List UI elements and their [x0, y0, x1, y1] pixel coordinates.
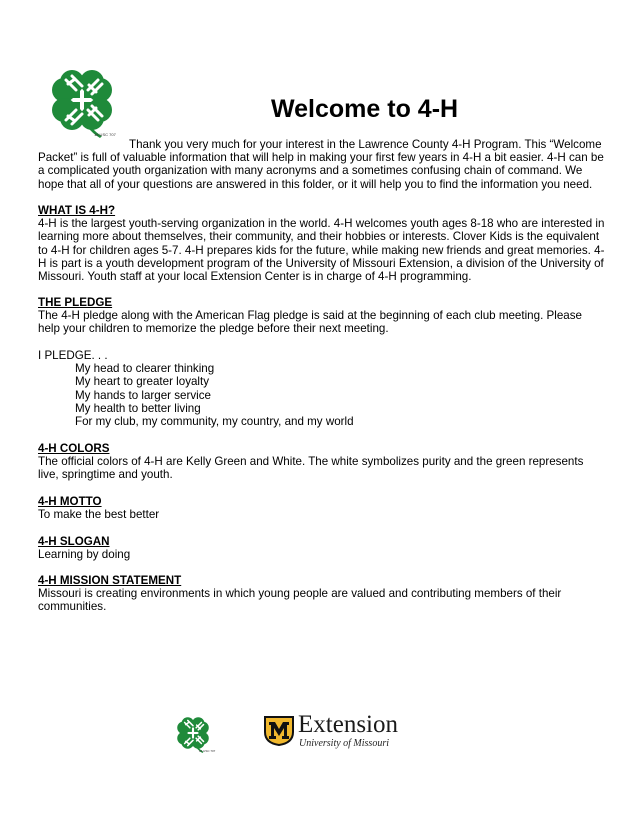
section-text: The official colors of 4-H are Kelly Green and White. The white symbolizes purity and the green represents live, springtime and youth. [38, 455, 584, 482]
section-mission-statement [38, 574, 606, 614]
extension-wordmark: Extension [298, 711, 398, 738]
clover-icon [172, 712, 214, 754]
pledge-verse [38, 349, 606, 428]
logo-trademark: 18 USC 707 [94, 132, 116, 137]
university-wordmark: University of Missouri [299, 738, 389, 749]
section-heading: THE PLEDGE [38, 296, 113, 309]
section-what-is-4h [38, 204, 606, 283]
section-heading: 4-H MISSION STATEMENT [38, 574, 182, 587]
section-text: Missouri is creating environments in which young people are valued and contributing members of their communities. [38, 587, 562, 614]
pledge-line: My heart to greater loyalty [75, 375, 210, 389]
section-text: To make the best better [38, 508, 160, 522]
section-heading: 4-H MOTTO [38, 495, 102, 508]
section-text: The 4-H pledge along with the American Flag pledge is said at the beginning of each club meeting. Please help your children to memorize the pledge before their next meeting. [38, 309, 582, 336]
pledge-line: My hands to larger service [75, 388, 211, 402]
section-heading: 4-H SLOGAN [38, 535, 110, 548]
pledge-line: My health to better living [75, 401, 201, 415]
pledge-line: My head to clearer thinking [75, 362, 215, 376]
section-text: 4-H is the largest youth-serving organization in the world. 4-H welcomes youth ages 8-18 who are interested in learning more about themselves, their community, and their hobbies or interests. Clover Kids is the equivalent to 4-H for children ages 5-7. 4-H prepares kids for the future, while making new friends and great memories. 4-H is part is a youth development program of the University of Missouri Extension, a division of the University of Missouri. Youth staff at your local Extension Center is in charge of 4-H programming. [38, 217, 605, 284]
intro-paragraph: Thank you very much for your interest in the Lawrence County 4-H Program. This “Welcome Packet” is full of valuable information that will help in making your first few years in 4-H a bit easier. 4-H can be a complicated youth organization with many acronyms and a sometimes confusing chain of command. We hope that all of your questions are answered in this folder, or it will help you to find the information you need. [38, 138, 604, 191]
section-4h-slogan [38, 535, 606, 561]
section-heading: WHAT IS 4-H? [38, 204, 116, 217]
4h-clover-logo [42, 60, 122, 140]
mizzou-logo [264, 716, 294, 746]
pledge-opener: I PLEDGE. . . [38, 349, 108, 362]
pledge-line: For my club, my community, my country, and my world [75, 415, 354, 429]
section-heading: 4-H COLORS [38, 442, 110, 455]
page-title: Welcome to 4-H [271, 95, 459, 123]
section-4h-colors [38, 442, 606, 482]
clover-icon [42, 60, 122, 140]
section-pledge [38, 296, 606, 336]
mu-shield-icon [264, 716, 294, 746]
section-4h-motto [38, 495, 606, 521]
footer-4h-logo [172, 712, 214, 754]
logo-trademark: 18 USC 707 [199, 749, 216, 753]
section-text: Learning by doing [38, 548, 131, 562]
